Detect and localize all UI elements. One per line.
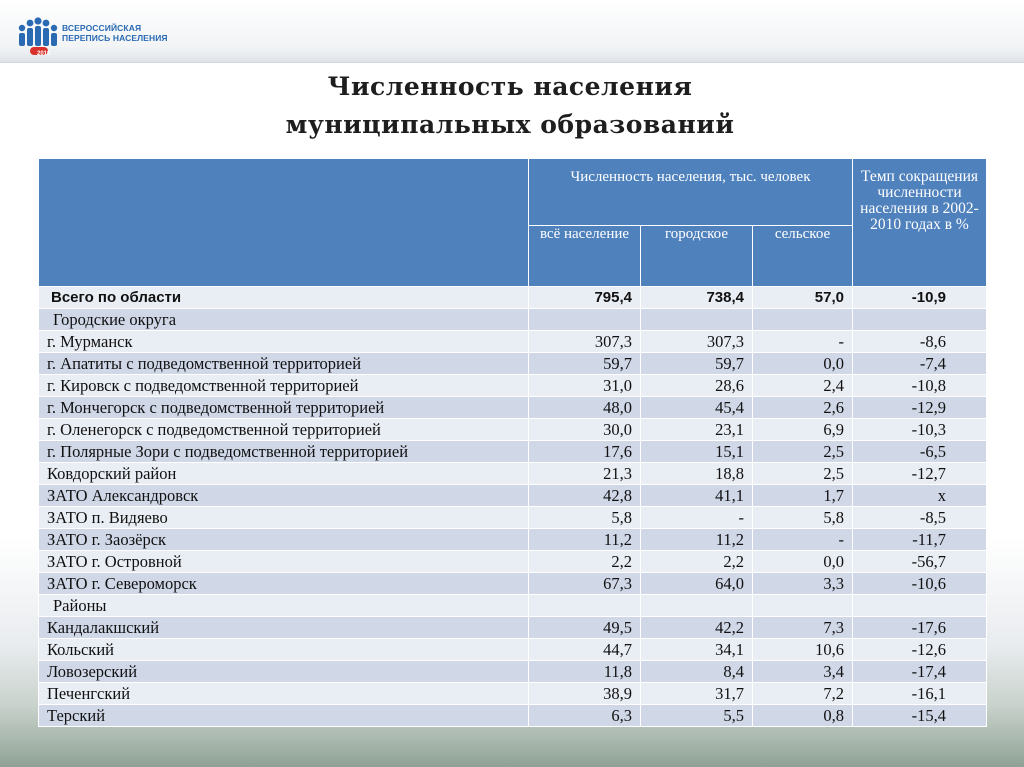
row-urban-cell: 15,1: [641, 441, 753, 463]
table-row: [39, 397, 987, 419]
row-rural-cell: 10,6: [753, 639, 853, 661]
table-header-row: [39, 159, 987, 226]
row-rural-cell: 1,7: [753, 485, 853, 507]
row-urban-cell: 34,1: [641, 639, 753, 661]
row-rural-cell: 0,0: [753, 353, 853, 375]
logo-line-1: ВСЕРОССИЙСКАЯ: [62, 23, 142, 33]
row-name-cell: ЗАТО Александровск: [39, 485, 529, 507]
row-rate-cell: -11,7: [853, 529, 987, 551]
row-rate-cell: -56,7: [853, 551, 987, 573]
row-all-cell: [529, 595, 641, 617]
table-row: [39, 573, 987, 595]
row-name-cell: Кольский: [39, 639, 529, 661]
row-rural-cell: 7,3: [753, 617, 853, 639]
row-all-cell: 42,8: [529, 485, 641, 507]
table-row: [39, 507, 987, 529]
row-name-cell: ЗАТО п. Видяево: [39, 507, 529, 529]
row-rate-cell: -15,4: [853, 705, 987, 727]
row-urban-cell: 28,6: [641, 375, 753, 397]
table-section-row: [39, 309, 987, 331]
table-row: [39, 551, 987, 573]
row-rate-cell: -10,3: [853, 419, 987, 441]
table-row: [39, 375, 987, 397]
row-all-cell: 38,9: [529, 683, 641, 705]
table-row: [39, 639, 987, 661]
table-row: [39, 331, 987, 353]
row-name-cell: ЗАТО г. Североморск: [39, 573, 529, 595]
row-urban-cell: 41,1: [641, 485, 753, 507]
logo-line-2: ПЕРЕПИСЬ НАСЕЛЕНИЯ: [62, 33, 168, 43]
row-name-cell: Всего по области: [39, 287, 529, 309]
row-urban-cell: 45,4: [641, 397, 753, 419]
row-all-cell: 17,6: [529, 441, 641, 463]
row-name-cell: Терский: [39, 705, 529, 727]
row-all-cell: 11,8: [529, 661, 641, 683]
row-rate-cell: -17,4: [853, 661, 987, 683]
table-row: [39, 463, 987, 485]
row-rate-cell: -7,4: [853, 353, 987, 375]
row-all-cell: 5,8: [529, 507, 641, 529]
row-urban-cell: 11,2: [641, 529, 753, 551]
row-name-cell: г. Мурманск: [39, 331, 529, 353]
row-rural-cell: 2,6: [753, 397, 853, 419]
row-rate-cell: [853, 595, 987, 617]
row-all-cell: 44,7: [529, 639, 641, 661]
row-rural-cell: 2,5: [753, 463, 853, 485]
logo-text: [62, 23, 182, 43]
header-name-cell: [39, 159, 529, 287]
row-rural-cell: [753, 595, 853, 617]
table-total-row: [39, 287, 987, 309]
row-rate-cell: -17,6: [853, 617, 987, 639]
row-urban-cell: 18,8: [641, 463, 753, 485]
row-rate-cell: -12,6: [853, 639, 987, 661]
header-rate: Темп сокращения численности населения в 2002-2010 годах в %: [853, 159, 987, 287]
row-name-cell: ЗАТО г. Островной: [39, 551, 529, 573]
row-rural-cell: 2,5: [753, 441, 853, 463]
row-name-cell: Кандалакшский: [39, 617, 529, 639]
header-rural: сельское: [753, 226, 853, 287]
table-row: [39, 419, 987, 441]
title-line-2: муниципальных образований: [285, 110, 735, 139]
row-rural-cell: 0,0: [753, 551, 853, 573]
row-all-cell: 59,7: [529, 353, 641, 375]
row-urban-cell: 59,7: [641, 353, 753, 375]
population-table: [38, 158, 987, 727]
row-all-cell: 30,0: [529, 419, 641, 441]
row-rural-cell: 0,8: [753, 705, 853, 727]
row-name-cell: г. Мончегорск с подведомственной территорией: [39, 397, 529, 419]
row-rate-cell: -10,9: [853, 287, 987, 309]
row-urban-cell: -: [641, 507, 753, 529]
table-row: [39, 683, 987, 705]
table-row: [39, 441, 987, 463]
row-rate-cell: -10,6: [853, 573, 987, 595]
row-rural-cell: [753, 309, 853, 331]
row-urban-cell: 2,2: [641, 551, 753, 573]
row-all-cell: 2,2: [529, 551, 641, 573]
row-rural-cell: 3,4: [753, 661, 853, 683]
row-rate-cell: [853, 309, 987, 331]
row-urban-cell: 307,3: [641, 331, 753, 353]
row-urban-cell: 64,0: [641, 573, 753, 595]
census-logo: [16, 14, 176, 58]
row-all-cell: [529, 309, 641, 331]
row-urban-cell: 8,4: [641, 661, 753, 683]
row-all-cell: 67,3: [529, 573, 641, 595]
row-all-cell: 307,3: [529, 331, 641, 353]
row-rate-cell: -16,1: [853, 683, 987, 705]
row-urban-cell: 5,5: [641, 705, 753, 727]
title-line-1: Численность населения: [327, 72, 693, 101]
table-row: [39, 617, 987, 639]
row-rate-cell: х: [853, 485, 987, 507]
logo-year: 2010: [37, 51, 51, 57]
row-rate-cell: -12,7: [853, 463, 987, 485]
row-rural-cell: 7,2: [753, 683, 853, 705]
row-all-cell: 31,0: [529, 375, 641, 397]
row-urban-cell: 42,2: [641, 617, 753, 639]
page-title: [200, 68, 820, 144]
header-urban: городское: [641, 226, 753, 287]
table-row: [39, 661, 987, 683]
row-name-cell: Ковдорский район: [39, 463, 529, 485]
row-rural-cell: -: [753, 529, 853, 551]
row-name-cell: Районы: [39, 595, 529, 617]
row-name-cell: г. Оленегорск с подведомственной территорией: [39, 419, 529, 441]
row-rate-cell: -8,5: [853, 507, 987, 529]
row-urban-cell: 23,1: [641, 419, 753, 441]
row-name-cell: г. Кировск с подведомственной территорией: [39, 375, 529, 397]
row-name-cell: Городские округа: [39, 309, 529, 331]
row-all-cell: 11,2: [529, 529, 641, 551]
table-section-row: [39, 595, 987, 617]
row-all-cell: 21,3: [529, 463, 641, 485]
row-all-cell: 49,5: [529, 617, 641, 639]
row-all-cell: 48,0: [529, 397, 641, 419]
row-name-cell: г. Апатиты с подведомственной территорией: [39, 353, 529, 375]
row-rural-cell: 57,0: [753, 287, 853, 309]
row-name-cell: г. Полярные Зори с подведомственной территорией: [39, 441, 529, 463]
row-rate-cell: -6,5: [853, 441, 987, 463]
table-body: [39, 287, 987, 727]
row-all-cell: 795,4: [529, 287, 641, 309]
table-row: [39, 529, 987, 551]
row-urban-cell: [641, 309, 753, 331]
row-name-cell: Печенгский: [39, 683, 529, 705]
header-all: всё население: [529, 226, 641, 287]
row-urban-cell: 738,4: [641, 287, 753, 309]
table-row: [39, 485, 987, 507]
row-rural-cell: 2,4: [753, 375, 853, 397]
row-rural-cell: 3,3: [753, 573, 853, 595]
table-row: [39, 353, 987, 375]
header-population-group: Численность населения, тыс. человек: [529, 159, 853, 226]
row-rate-cell: -8,6: [853, 331, 987, 353]
row-urban-cell: [641, 595, 753, 617]
table-row: [39, 705, 987, 727]
header-bar: [0, 0, 1024, 63]
row-rate-cell: -10,8: [853, 375, 987, 397]
row-rural-cell: 5,8: [753, 507, 853, 529]
row-name-cell: ЗАТО г. Заозёрск: [39, 529, 529, 551]
row-urban-cell: 31,7: [641, 683, 753, 705]
row-rate-cell: -12,9: [853, 397, 987, 419]
row-rural-cell: 6,9: [753, 419, 853, 441]
row-rural-cell: -: [753, 331, 853, 353]
row-name-cell: Ловозерский: [39, 661, 529, 683]
row-all-cell: 6,3: [529, 705, 641, 727]
